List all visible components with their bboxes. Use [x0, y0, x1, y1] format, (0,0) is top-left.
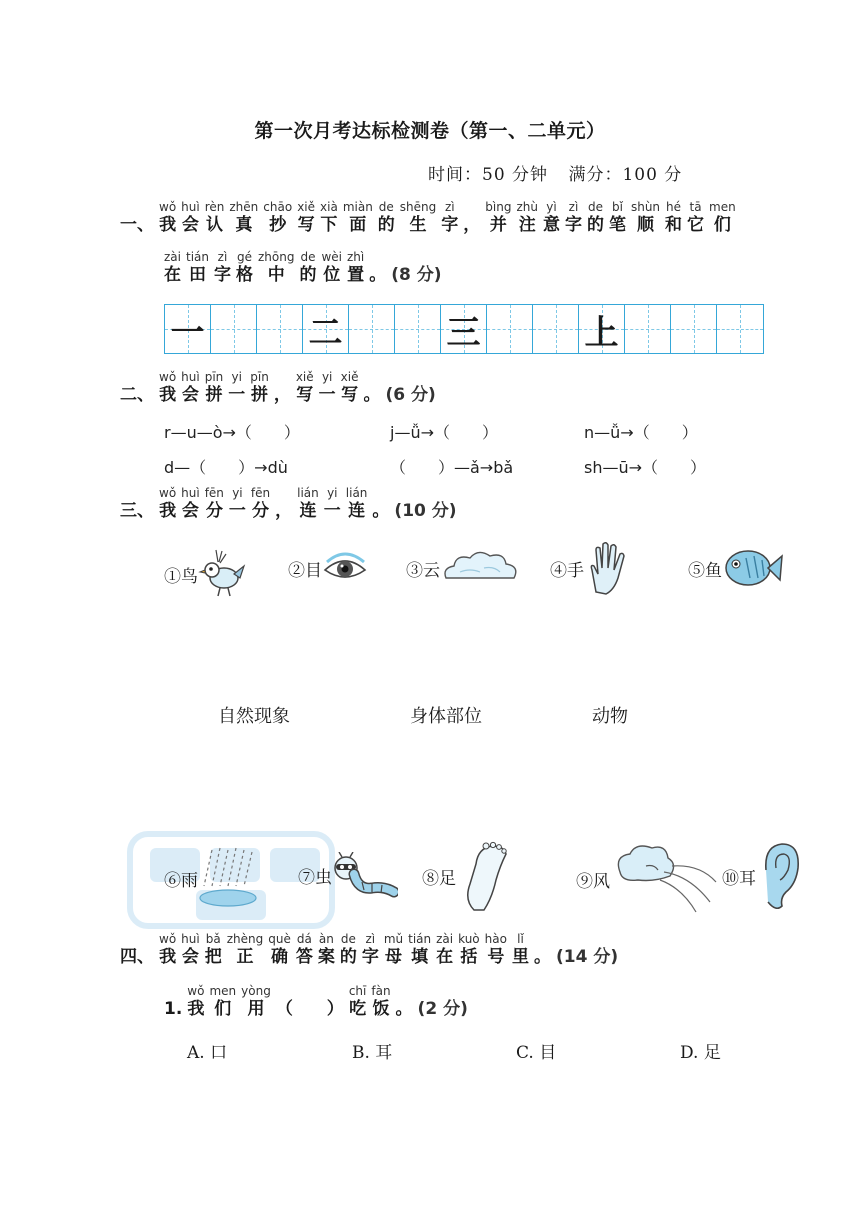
q4-char	[268, 932, 291, 968]
q1-line1-char	[463, 200, 480, 236]
q1-line2-char	[347, 250, 364, 286]
q4-char	[512, 932, 529, 968]
q1-line1-hanzi: 的	[586, 215, 604, 235]
q4-hanzi: 四、	[120, 947, 154, 967]
option-a[interactable]: A. 口	[187, 1043, 228, 1063]
q1-line1-char	[320, 200, 338, 236]
q4-sub1-char	[371, 984, 390, 1020]
q3-hanzi: 一	[228, 501, 246, 521]
q4-sub1-pinyin: chī	[348, 984, 367, 998]
q4-sub1-hanzi: 。	[395, 999, 413, 1019]
q3-hanzi: 会	[181, 501, 199, 521]
q3-char	[346, 486, 368, 522]
q3-heading	[120, 486, 457, 522]
q1-line1-hanzi: 和	[665, 215, 683, 235]
q2-hanzi: 写	[341, 385, 359, 405]
q1-line1-char	[297, 200, 315, 236]
q3-char	[159, 486, 176, 522]
q1-line2-hanzi: 格	[236, 265, 253, 285]
q2-char	[228, 370, 245, 406]
grid-cell[interactable]	[211, 305, 257, 353]
q2-char	[319, 370, 336, 406]
q4-char	[296, 932, 313, 968]
q3-hanzi: ，	[275, 501, 293, 521]
q2-pinyin: wǒ	[159, 370, 177, 384]
hand-icon	[584, 540, 630, 596]
category-natural-phenomena[interactable]: 自然现象	[218, 706, 290, 727]
match-item-bird-label: ①鸟	[164, 566, 198, 587]
q3-hanzi: 我	[159, 501, 177, 521]
q1-line1-hanzi: 字	[564, 215, 582, 235]
q2-hanzi: ，	[273, 385, 291, 405]
q1-line2-pinyin: zhōng	[258, 250, 295, 264]
category-body-parts[interactable]: 身体部位	[410, 706, 482, 727]
q1-line1-char	[587, 200, 604, 236]
q1-line1-char	[665, 200, 682, 236]
tianzige-grid	[164, 304, 764, 354]
q2-hanzi: 。	[363, 385, 381, 405]
q1-line1-char	[516, 200, 538, 236]
q2-item-2: j—ǚ→（ ）	[390, 423, 498, 442]
q1-line1-pinyin: shùn	[630, 200, 661, 214]
match-item-eye-label: ②目	[288, 560, 322, 581]
q4-pinyin: kuò	[458, 932, 480, 946]
q2-char	[341, 370, 359, 406]
q4-char	[159, 932, 176, 968]
q4-hanzi: 母	[384, 947, 402, 967]
q1-line1-hanzi: 写	[297, 215, 315, 235]
q1-line2-hanzi: 。	[369, 265, 387, 285]
q1-line1-char	[159, 200, 176, 236]
q4-hanzi: 括	[460, 947, 478, 967]
q4-sub1-pinyin: fàn	[371, 984, 391, 998]
q1-line1-hanzi: 会	[181, 215, 199, 235]
q1-line1-char	[400, 200, 436, 236]
q2-char	[274, 370, 291, 406]
q4-hanzi: 确	[271, 947, 289, 967]
q1-line2-hanzi: 在	[164, 265, 181, 285]
q4-sub1-hanzi: 1.	[164, 999, 183, 1019]
q1-line2-pinyin: gé	[237, 250, 252, 264]
q4-hanzi: 填	[411, 947, 429, 967]
q1-line2-char	[164, 250, 181, 286]
match-item-wind-label: ⑨风	[576, 871, 610, 892]
match-item-bird[interactable]	[164, 548, 246, 600]
q1-line1-hanzi: ，	[463, 215, 481, 235]
q1-line1-char	[120, 200, 154, 236]
match-item-worm[interactable]	[298, 852, 398, 898]
q1-line1-char	[485, 200, 511, 236]
q1-line1-pinyin: yì	[546, 200, 557, 214]
q2-pinyin: pīn	[204, 370, 224, 384]
q3-hanzi: 三、	[120, 501, 154, 521]
q4-sub1-pinyin: men	[209, 984, 237, 998]
match-item-rain[interactable]	[164, 846, 260, 910]
q4-pinyin: què	[268, 932, 291, 946]
q4-hanzi: 的	[339, 947, 357, 967]
q1-line1-char	[263, 200, 292, 236]
q1-line1-hanzi: 生	[409, 215, 427, 235]
q2-char	[250, 370, 269, 406]
q4-hanzi: 我	[159, 947, 177, 967]
q1-line1-hanzi: 意	[542, 215, 560, 235]
fish-icon	[722, 544, 784, 592]
q1-line1-hanzi: 字	[441, 215, 459, 235]
q1-line1-hanzi: 的	[377, 215, 395, 235]
q4-char	[205, 932, 222, 968]
q2-pinyin: xiě	[295, 370, 314, 384]
q2-hanzi: 一	[318, 385, 336, 405]
q3-pinyin: lián	[345, 486, 368, 500]
q1-line1-pinyin: tā	[689, 200, 702, 214]
q3-hanzi: 一	[323, 501, 341, 521]
grid-cell[interactable]	[349, 305, 395, 353]
q4-pinyin: huì	[181, 932, 200, 946]
q4-sub1-hanzi: 饭	[372, 999, 390, 1019]
q4-hanzi: 答	[295, 947, 313, 967]
q4-hanzi: 号	[487, 947, 505, 967]
q1-line2-char	[214, 250, 231, 286]
q1-heading-line1	[120, 200, 736, 236]
q1-line2-char	[236, 250, 253, 286]
q3-pinyin: lián	[297, 486, 319, 500]
q1-line1-hanzi: 一、	[120, 215, 154, 235]
q1-line1-hanzi: 笔	[608, 215, 626, 235]
match-item-hand-label: ④手	[550, 560, 584, 581]
q1-line1-char	[609, 200, 626, 236]
q1-line1-hanzi: 们	[713, 215, 731, 235]
grid-cell	[579, 305, 625, 353]
q2-hanzi: 拼	[251, 385, 269, 405]
q2-item-1: r—u—ò→（ ）	[164, 423, 300, 442]
q1-line1-hanzi: 并	[489, 215, 507, 235]
q4-char	[408, 932, 431, 968]
q4-pinyin: mǔ	[383, 932, 404, 946]
grid-cell[interactable]	[395, 305, 441, 353]
q1-line2-char	[258, 250, 294, 286]
q1-line2-hanzi: 的	[299, 265, 317, 285]
q4-sub1-char	[276, 984, 344, 1020]
q3-char	[251, 486, 270, 522]
q4-char	[384, 932, 403, 968]
q4-pinyin: zì	[365, 932, 376, 946]
q1-line2-pinyin: wèi	[321, 250, 342, 264]
q1-line1-pinyin: miàn	[342, 200, 373, 214]
q2-hanzi: 会	[181, 385, 199, 405]
q4-pinyin: tián	[408, 932, 432, 946]
q3-char	[324, 486, 341, 522]
q4-pinyin: de	[340, 932, 356, 946]
q1-line1-char	[229, 200, 258, 236]
q2-heading	[120, 370, 436, 406]
q3-hanzi: 分	[252, 501, 270, 521]
q4-char	[318, 932, 335, 968]
q3-pinyin: huì	[181, 486, 200, 500]
q4-char	[362, 932, 379, 968]
match-item-worm-label: ⑦虫	[298, 867, 332, 888]
q1-line2-hanzi: 位	[323, 265, 341, 285]
q1-line1-char	[181, 200, 200, 236]
q4-heading	[120, 932, 618, 968]
full-score: 满分：100 分	[568, 165, 683, 185]
category-animals[interactable]: 动物	[592, 706, 628, 727]
q2-hanzi: 二、	[120, 385, 154, 405]
q1-heading-line2	[164, 250, 442, 286]
grid-cell[interactable]	[257, 305, 303, 353]
grid-cell[interactable]	[533, 305, 579, 353]
q4-sub1-hanzi: 用	[247, 999, 265, 1019]
q3-char	[275, 486, 292, 522]
q1-line1-pinyin: shēng	[399, 200, 437, 214]
q4-char	[534, 932, 551, 968]
q4-sub1-hanzi: 吃	[349, 999, 367, 1019]
q1-line2-pinyin: zì	[217, 250, 228, 264]
q1-line1-hanzi: 它	[687, 215, 705, 235]
q1-line2-char	[186, 250, 209, 286]
q4-sub1-char	[241, 984, 271, 1020]
q2-hanzi: 一	[228, 385, 246, 405]
q3-char	[297, 486, 319, 522]
q1-line1-pinyin: rèn	[204, 200, 225, 214]
q4-sub1-char	[164, 984, 182, 1020]
wind-icon	[610, 842, 720, 916]
q3-pinyin: yi	[327, 486, 338, 500]
q1-line1-char	[378, 200, 395, 236]
q1-line1-char	[543, 200, 560, 236]
q2-hanzi: 写	[296, 385, 314, 405]
q1-line1-hanzi: 我	[159, 215, 177, 235]
q4-char	[458, 932, 480, 968]
q1-line1-hanzi: 下	[320, 215, 338, 235]
q3-score: (10 分)	[394, 501, 457, 521]
match-item-rain-label: ⑥雨	[164, 870, 198, 891]
grid-cell[interactable]	[625, 305, 671, 353]
q4-sub1-pinyin: yòng	[241, 984, 271, 998]
q1-line1-pinyin: de	[587, 200, 603, 214]
grid-cell[interactable]	[671, 305, 717, 353]
q1-line1-pinyin: chāo	[263, 200, 293, 214]
q1-line2-hanzi: 置	[347, 265, 365, 285]
rain-icon	[198, 846, 260, 910]
q4-sub1-char	[349, 984, 367, 1020]
q1-line2-char	[369, 250, 386, 286]
q4-sub1	[164, 984, 468, 1020]
option-d[interactable]: D. 足	[680, 1043, 721, 1063]
cloud-icon	[440, 548, 522, 588]
q4-char	[485, 932, 507, 968]
q3-hanzi: 。	[372, 501, 390, 521]
q1-line1-pinyin: men	[709, 200, 736, 214]
q1-line2-score: (8 分)	[391, 265, 442, 285]
grid-cell[interactable]	[487, 305, 533, 353]
q1-line1-pinyin: zhù	[516, 200, 538, 214]
option-b[interactable]: B. 耳	[352, 1043, 393, 1063]
q1-line1-pinyin: bìng	[485, 200, 512, 214]
q4-pinyin: wǒ	[159, 932, 177, 946]
q3-char	[181, 486, 200, 522]
q1-line2-pinyin: zài	[164, 250, 181, 264]
q1-line1-char	[687, 200, 704, 236]
q1-line1-hanzi: 顺	[637, 215, 654, 235]
match-item-cloud-label: ③云	[406, 560, 440, 581]
q3-char	[372, 486, 389, 522]
bird-icon	[198, 548, 246, 600]
q3-char	[205, 486, 224, 522]
q4-sub1-char	[396, 984, 413, 1020]
grid-cell	[165, 305, 211, 353]
grid-cell	[441, 305, 487, 353]
q2-char	[296, 370, 314, 406]
q4-char	[181, 932, 200, 968]
q4-hanzi: 在	[436, 947, 454, 967]
q1-line1-hanzi: 抄	[269, 215, 287, 235]
q1-line1-pinyin: zì	[568, 200, 579, 214]
q4-pinyin: dá	[296, 932, 312, 946]
q1-line1-pinyin: hé	[666, 200, 682, 214]
q1-line1-hanzi: 认	[206, 215, 224, 235]
match-item-ear-label: ⑩耳	[722, 868, 756, 889]
ear-icon	[756, 840, 802, 912]
q1-line2-hanzi: 中	[267, 265, 285, 285]
q4-score: (14 分)	[555, 947, 619, 967]
q1-line2-pinyin: zhì	[347, 250, 365, 264]
q4-sub1-char	[187, 984, 204, 1020]
q4-hanzi: 里	[511, 947, 529, 967]
q3-pinyin: fēn	[204, 486, 224, 500]
q1-line2-hanzi: 字	[214, 265, 231, 285]
q1-line2-pinyin: tián	[186, 250, 209, 264]
match-item-fish-label: ⑤鱼	[688, 560, 722, 581]
q1-line2-hanzi: 田	[189, 265, 206, 285]
grid-cell	[303, 305, 349, 353]
q1-line1-char	[631, 200, 660, 236]
q3-pinyin: wǒ	[159, 486, 177, 500]
q4-hanzi: 字	[361, 947, 379, 967]
q4-char	[227, 932, 264, 968]
q2-item-4: d—（ ）→dù	[164, 458, 288, 477]
page-title: 第一次月考达标检测卷（第一、二单元）	[254, 120, 606, 142]
exam-meta	[428, 160, 682, 185]
q4-sub1-hanzi: 们	[214, 999, 232, 1019]
match-item-wind[interactable]	[576, 842, 720, 916]
q1-line1-char	[343, 200, 373, 236]
q2-char	[363, 370, 380, 406]
q1-line1-pinyin: zì	[444, 200, 455, 214]
q2-item-3: n—ǚ→（ ）	[584, 423, 698, 442]
worm-icon	[332, 852, 398, 898]
q1-line1-char	[205, 200, 225, 236]
q4-pinyin: bǎ	[205, 932, 221, 946]
q2-char	[120, 370, 154, 406]
q4-sub1-hanzi: （ ）	[275, 999, 344, 1019]
q1-line1-pinyin: wǒ	[159, 200, 177, 214]
q4-char	[120, 932, 154, 968]
q1-line1-hanzi: 注	[518, 215, 536, 235]
q4-char	[436, 932, 453, 968]
q4-pinyin: àn	[318, 932, 334, 946]
q3-char	[229, 486, 246, 522]
q1-line2-pinyin: de	[300, 250, 316, 264]
q4-sub1-score: (2 分)	[417, 999, 468, 1019]
q1-line1-pinyin: xià	[320, 200, 338, 214]
option-c[interactable]: C. 目	[516, 1043, 557, 1063]
grid-cell-char: 二	[308, 312, 343, 353]
q4-pinyin: lǐ	[517, 932, 524, 946]
q3-hanzi: 分	[205, 501, 223, 521]
q4-hanzi: 正	[236, 947, 254, 967]
q4-pinyin: hào	[484, 932, 507, 946]
q4-char	[340, 932, 357, 968]
q4-hanzi: 案	[317, 947, 335, 967]
grid-cell-char: 三	[446, 312, 481, 353]
eye-icon	[322, 548, 368, 588]
grid-cell[interactable]	[717, 305, 763, 353]
q1-line1-pinyin: de	[378, 200, 394, 214]
q4-sub1-hanzi: 我	[187, 999, 205, 1019]
q2-pinyin: yi	[321, 370, 333, 384]
match-item-eye[interactable]	[288, 548, 368, 588]
q4-pinyin: zhèng	[226, 932, 264, 946]
q4-sub1-char	[209, 984, 236, 1020]
q4-hanzi: 会	[181, 947, 199, 967]
q1-line1-char	[709, 200, 736, 236]
q2-hanzi: 拼	[205, 385, 223, 405]
match-item-foot-label: ⑧足	[422, 868, 456, 889]
q2-char	[205, 370, 224, 406]
q1-line1-char	[441, 200, 458, 236]
match-item-hand[interactable]	[550, 540, 630, 596]
grid-cell-char: 上	[584, 312, 619, 353]
match-item-foot[interactable]	[422, 840, 512, 912]
match-item-cloud[interactable]	[406, 548, 522, 588]
grid-cell-char: 一	[170, 312, 205, 353]
q4-pinyin: zài	[436, 932, 454, 946]
q1-line1-hanzi: 面	[349, 215, 367, 235]
q4-hanzi: 。	[533, 947, 551, 967]
match-item-fish[interactable]	[688, 544, 784, 592]
q3-hanzi: 连	[299, 501, 317, 521]
q2-score: (6 分)	[385, 385, 436, 405]
q1-line1-hanzi: 真	[235, 215, 253, 235]
q2-pinyin: yi	[231, 370, 242, 384]
q2-pinyin: huì	[181, 370, 200, 384]
q3-hanzi: 连	[348, 501, 366, 521]
q2-item-6: sh—ū→（ ）	[584, 458, 707, 477]
q1-line2-char	[321, 250, 342, 286]
q2-hanzi: 我	[159, 385, 177, 405]
q1-line1-pinyin: bǐ	[611, 200, 623, 214]
q1-line1-pinyin: zhēn	[229, 200, 259, 214]
q3-pinyin: fēn	[250, 486, 271, 500]
q2-char	[181, 370, 200, 406]
q1-line1-char	[565, 200, 582, 236]
time-limit: 时间：50 分钟	[428, 165, 549, 185]
q1-line1-pinyin: huì	[181, 200, 200, 214]
q2-char	[159, 370, 176, 406]
q3-char	[120, 486, 154, 522]
q2-item-5: （ ）—ǎ→bǎ	[390, 458, 514, 477]
q1-line1-pinyin: xiě	[297, 200, 316, 214]
q1-line2-char	[299, 250, 316, 286]
q3-pinyin: yi	[232, 486, 243, 500]
q4-sub1-pinyin: wǒ	[187, 984, 205, 998]
q2-pinyin: pīn	[250, 370, 269, 384]
match-item-ear[interactable]	[722, 840, 802, 912]
q2-pinyin: xiě	[340, 370, 359, 384]
q4-hanzi: 把	[204, 947, 222, 967]
foot-icon	[456, 840, 512, 912]
